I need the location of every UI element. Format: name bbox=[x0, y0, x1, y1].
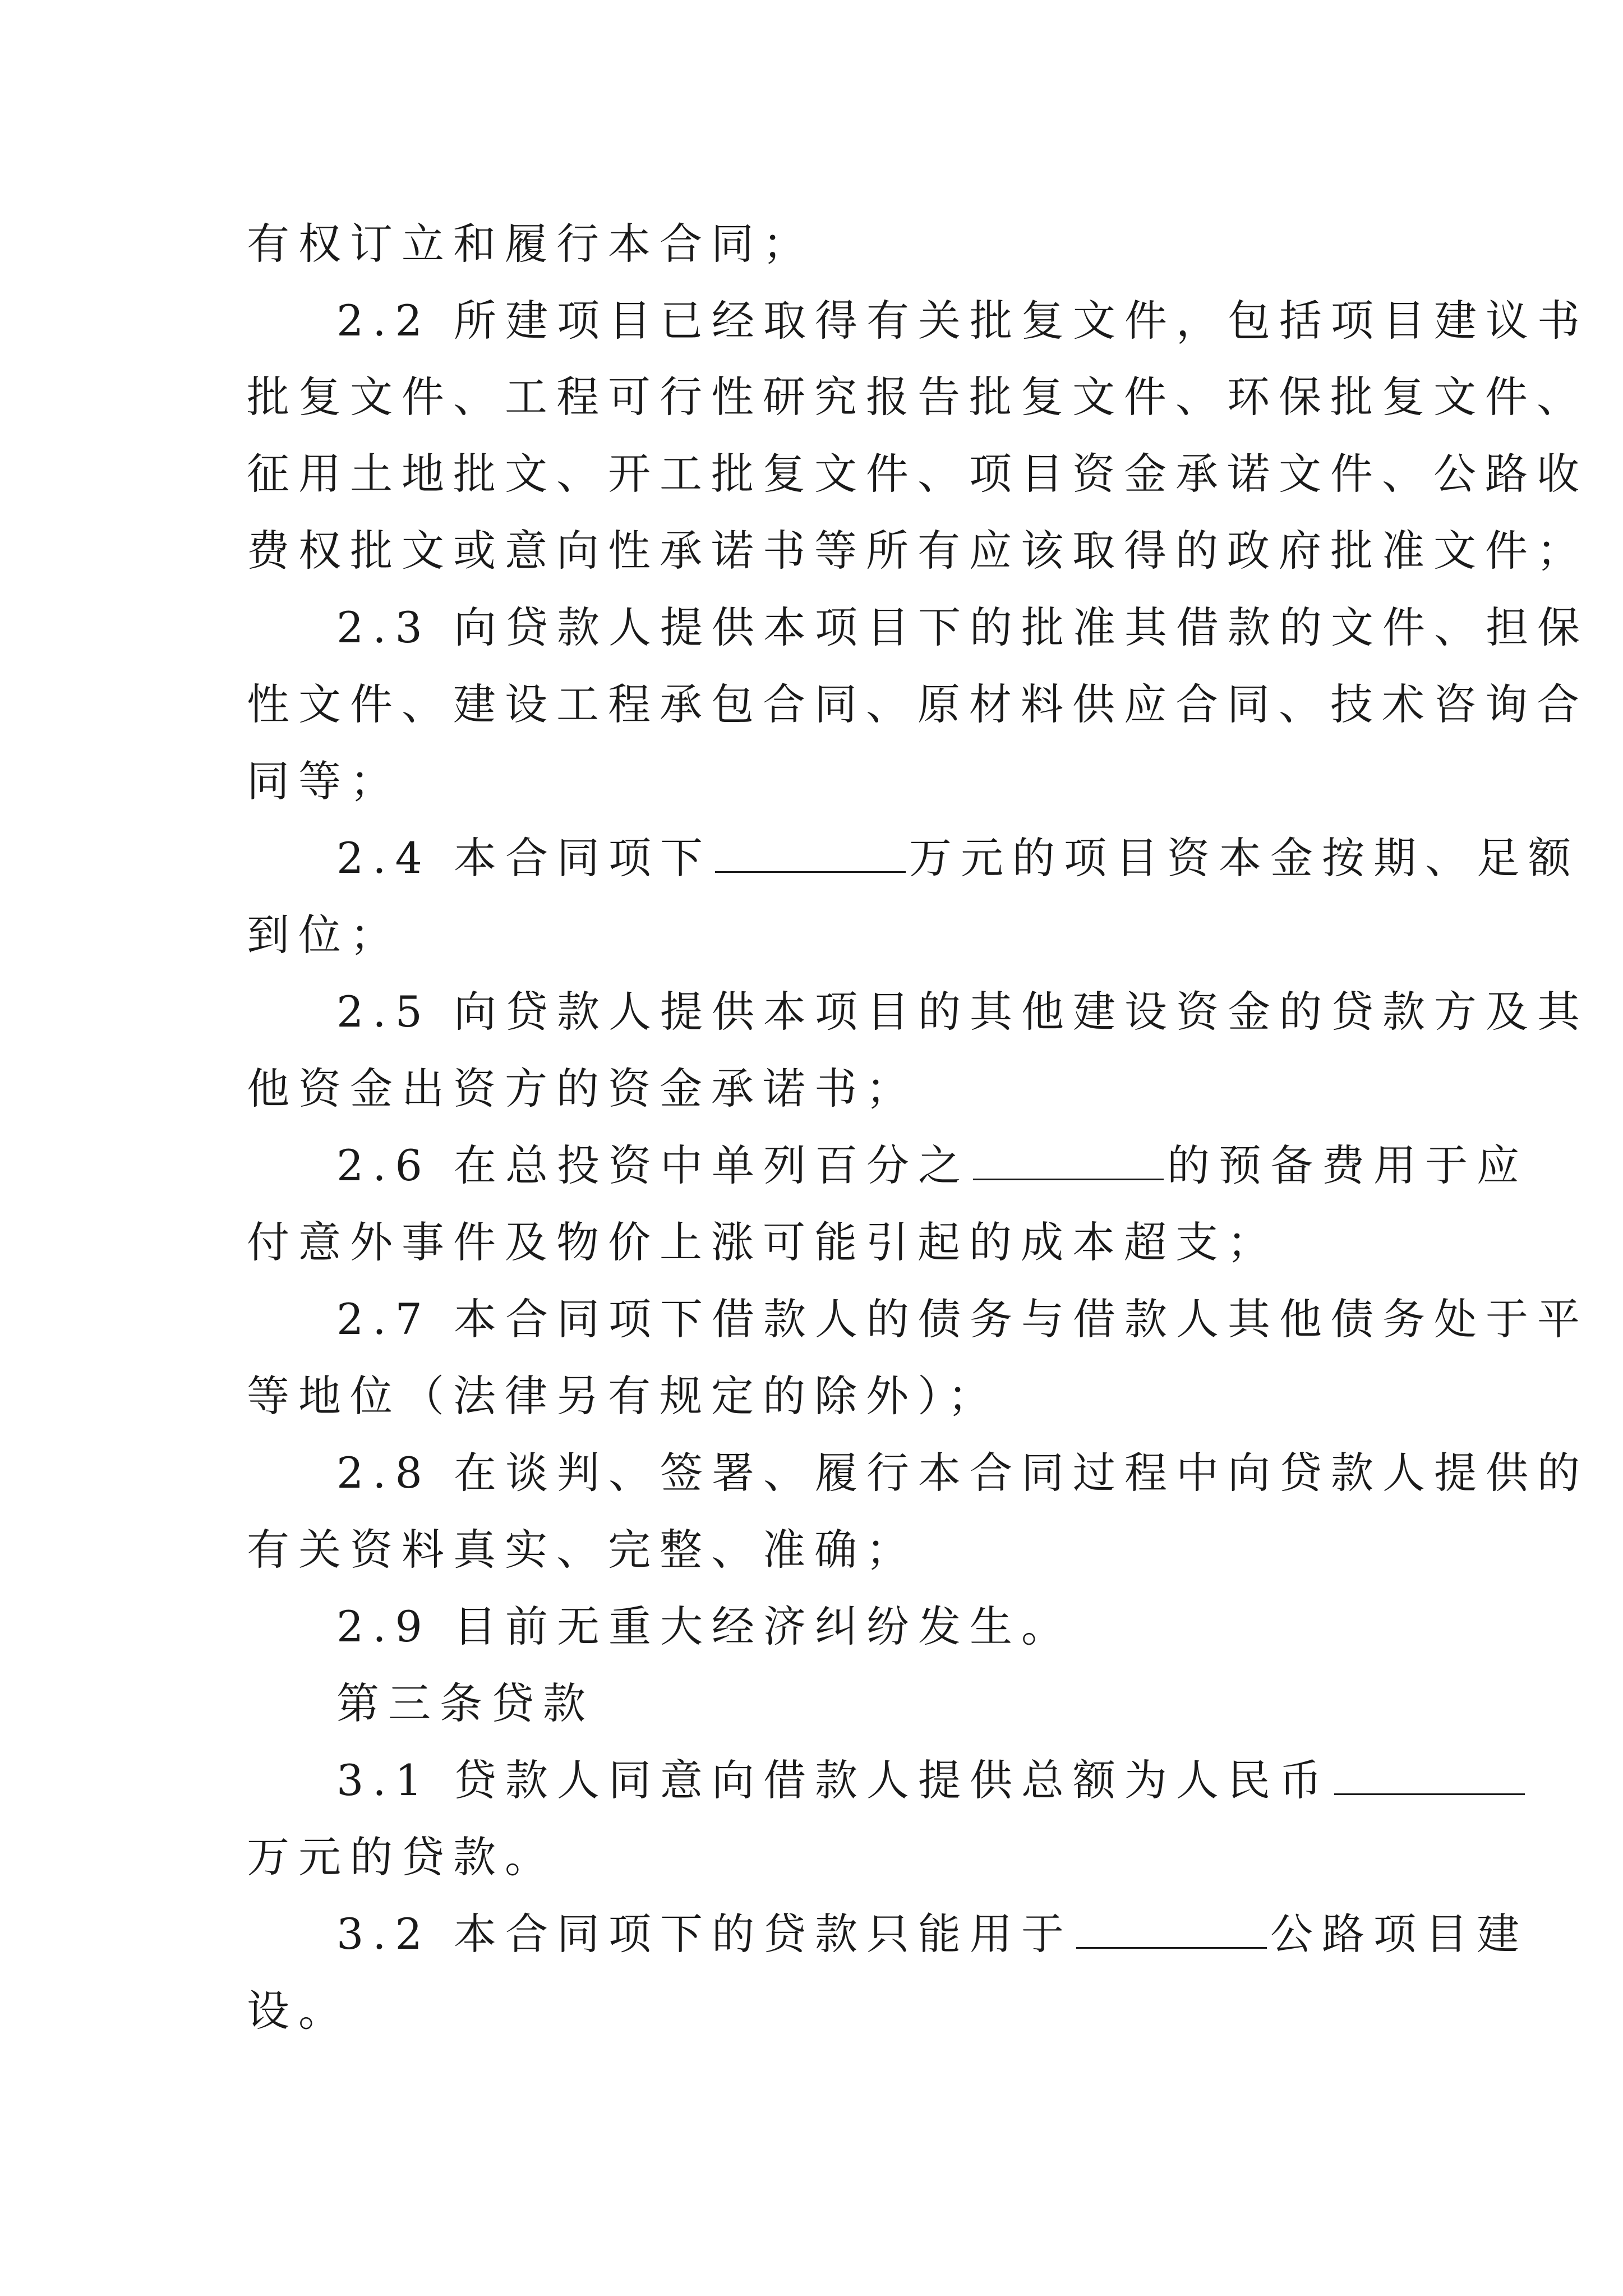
line-text: 2.3 向贷款人提供本项目下的批准其借款的文件、担保 bbox=[336, 602, 1589, 652]
line-text: 公路项目建 bbox=[1270, 1909, 1529, 1959]
line-text: 设。 bbox=[247, 1986, 350, 2036]
line-text: 付意外事件及物价上涨可能引起的成本超支； bbox=[247, 1217, 1279, 1267]
line-text: 2.2 所建项目已经取得有关批复文件，包括项目建议书 bbox=[336, 296, 1589, 346]
line-text: 的预备费用于应 bbox=[1167, 1140, 1529, 1190]
line-text: 万元的项目资本金按期、足额 bbox=[909, 833, 1580, 883]
line-text: 万元的贷款。 bbox=[247, 1832, 556, 1882]
section-heading bbox=[336, 1670, 1385, 1737]
line-text: 有关资料真实、完整、准确； bbox=[247, 1525, 917, 1575]
text-line bbox=[336, 287, 1589, 355]
text-line bbox=[336, 1439, 1589, 1507]
line-text: 有权订立和履行本合同； bbox=[247, 219, 814, 269]
text-line bbox=[247, 1363, 1385, 1430]
text-line bbox=[336, 1593, 1385, 1660]
line-text: 3.1 贷款人同意向借款人提供总额为人民币 bbox=[336, 1755, 1331, 1805]
text-line bbox=[336, 825, 1580, 892]
text-line bbox=[247, 1977, 1385, 2045]
text-line bbox=[336, 1901, 1529, 1968]
text-line bbox=[247, 1824, 1385, 1891]
text-line bbox=[247, 440, 1588, 508]
text-line bbox=[247, 364, 1588, 431]
line-text: 3.2 本合同项下的贷款只能用于 bbox=[336, 1909, 1073, 1959]
line-text: 到位； bbox=[247, 910, 402, 960]
text-line bbox=[247, 1516, 1385, 1584]
fill-in-blank[interactable] bbox=[1334, 1760, 1525, 1795]
text-line bbox=[247, 748, 1385, 815]
line-text: 2.6 在总投资中单列百分之 bbox=[336, 1140, 970, 1190]
line-text: 费权批文或意向性承诺书等所有应该取得的政府批准文件； bbox=[247, 526, 1588, 576]
line-text: 等地位（法律另有规定的除外）； bbox=[247, 1371, 999, 1421]
line-text: 批复文件、工程可行性研究报告批复文件、环保批复文件、 bbox=[247, 372, 1588, 422]
text-line bbox=[336, 1747, 1385, 1814]
line-text: 征用土地批文、开工批复文件、项目资金承诺文件、公路收 bbox=[247, 449, 1588, 499]
text-line bbox=[247, 671, 1588, 738]
text-line bbox=[336, 978, 1589, 1046]
line-text: 第三条贷款 bbox=[336, 1678, 594, 1728]
line-text: 性文件、建设工程承包合同、原材料供应合同、技术咨询合 bbox=[247, 679, 1588, 729]
text-line bbox=[336, 1286, 1589, 1353]
fill-in-blank[interactable] bbox=[715, 838, 906, 873]
fill-in-blank[interactable] bbox=[1076, 1913, 1267, 1949]
line-text: 2.7 本合同项下借款人的债务与借款人其他债务处于平 bbox=[336, 1294, 1589, 1344]
fill-in-blank[interactable] bbox=[973, 1145, 1164, 1180]
text-line bbox=[247, 1209, 1385, 1276]
text-line bbox=[336, 594, 1589, 661]
text-line bbox=[247, 210, 1385, 278]
text-line bbox=[247, 1055, 1385, 1122]
line-text: 2.5 向贷款人提供本项目的其他建设资金的贷款方及其 bbox=[336, 987, 1589, 1037]
line-text: 他资金出资方的资金承诺书； bbox=[247, 1064, 917, 1114]
line-text: 2.8 在谈判、签署、履行本合同过程中向贷款人提供的 bbox=[336, 1448, 1589, 1498]
text-line bbox=[247, 901, 1385, 969]
line-text: 2.4 本合同项下 bbox=[336, 833, 712, 883]
text-line bbox=[247, 517, 1588, 585]
line-text: 2.9 目前无重大经济纠纷发生。 bbox=[336, 1602, 1073, 1651]
line-text: 同等； bbox=[247, 756, 402, 806]
text-line bbox=[336, 1132, 1529, 1199]
